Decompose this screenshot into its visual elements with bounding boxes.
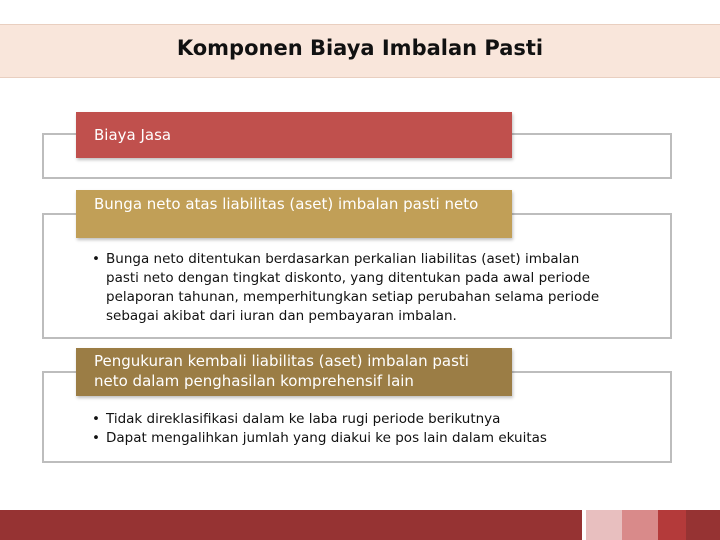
component-label-pengukuran-kembali: Pengukuran kembali liabilitas (aset) imbalan pasti neto dalam penghasilan komprehensif lain [76,348,512,396]
footer-square [586,510,622,540]
component-3-bullets [92,410,652,448]
bullet-item: • Bunga neto ditentukan berdasarkan perkalian liabilitas (aset) imbalan pasti neto dengan tingkat diskonto, yang ditentukan pada awal periode pelaporan tahunan, memperhitungkan setiap perubahan selama periode sebagai akibat dari iuran dan pembayaran imbalan. [92,250,612,326]
footer-bar [0,510,582,540]
footer-square [686,510,720,540]
footer-square [658,510,686,540]
bullet-item: • Tidak direklasifikasi dalam ke laba rugi periode berikutnya [92,410,652,429]
bullet-item: • Dapat mengalihkan jumlah yang diakui ke pos lain dalam ekuitas [92,429,652,448]
footer-square [622,510,658,540]
component-2-bullets [92,250,612,326]
component-label-bunga-neto: Bunga neto atas liabilitas (aset) imbalan pasti neto [76,190,512,238]
component-label-biaya-jasa: Biaya Jasa [76,112,512,158]
slide-title: Komponen Biaya Imbalan Pasti [176,36,544,60]
